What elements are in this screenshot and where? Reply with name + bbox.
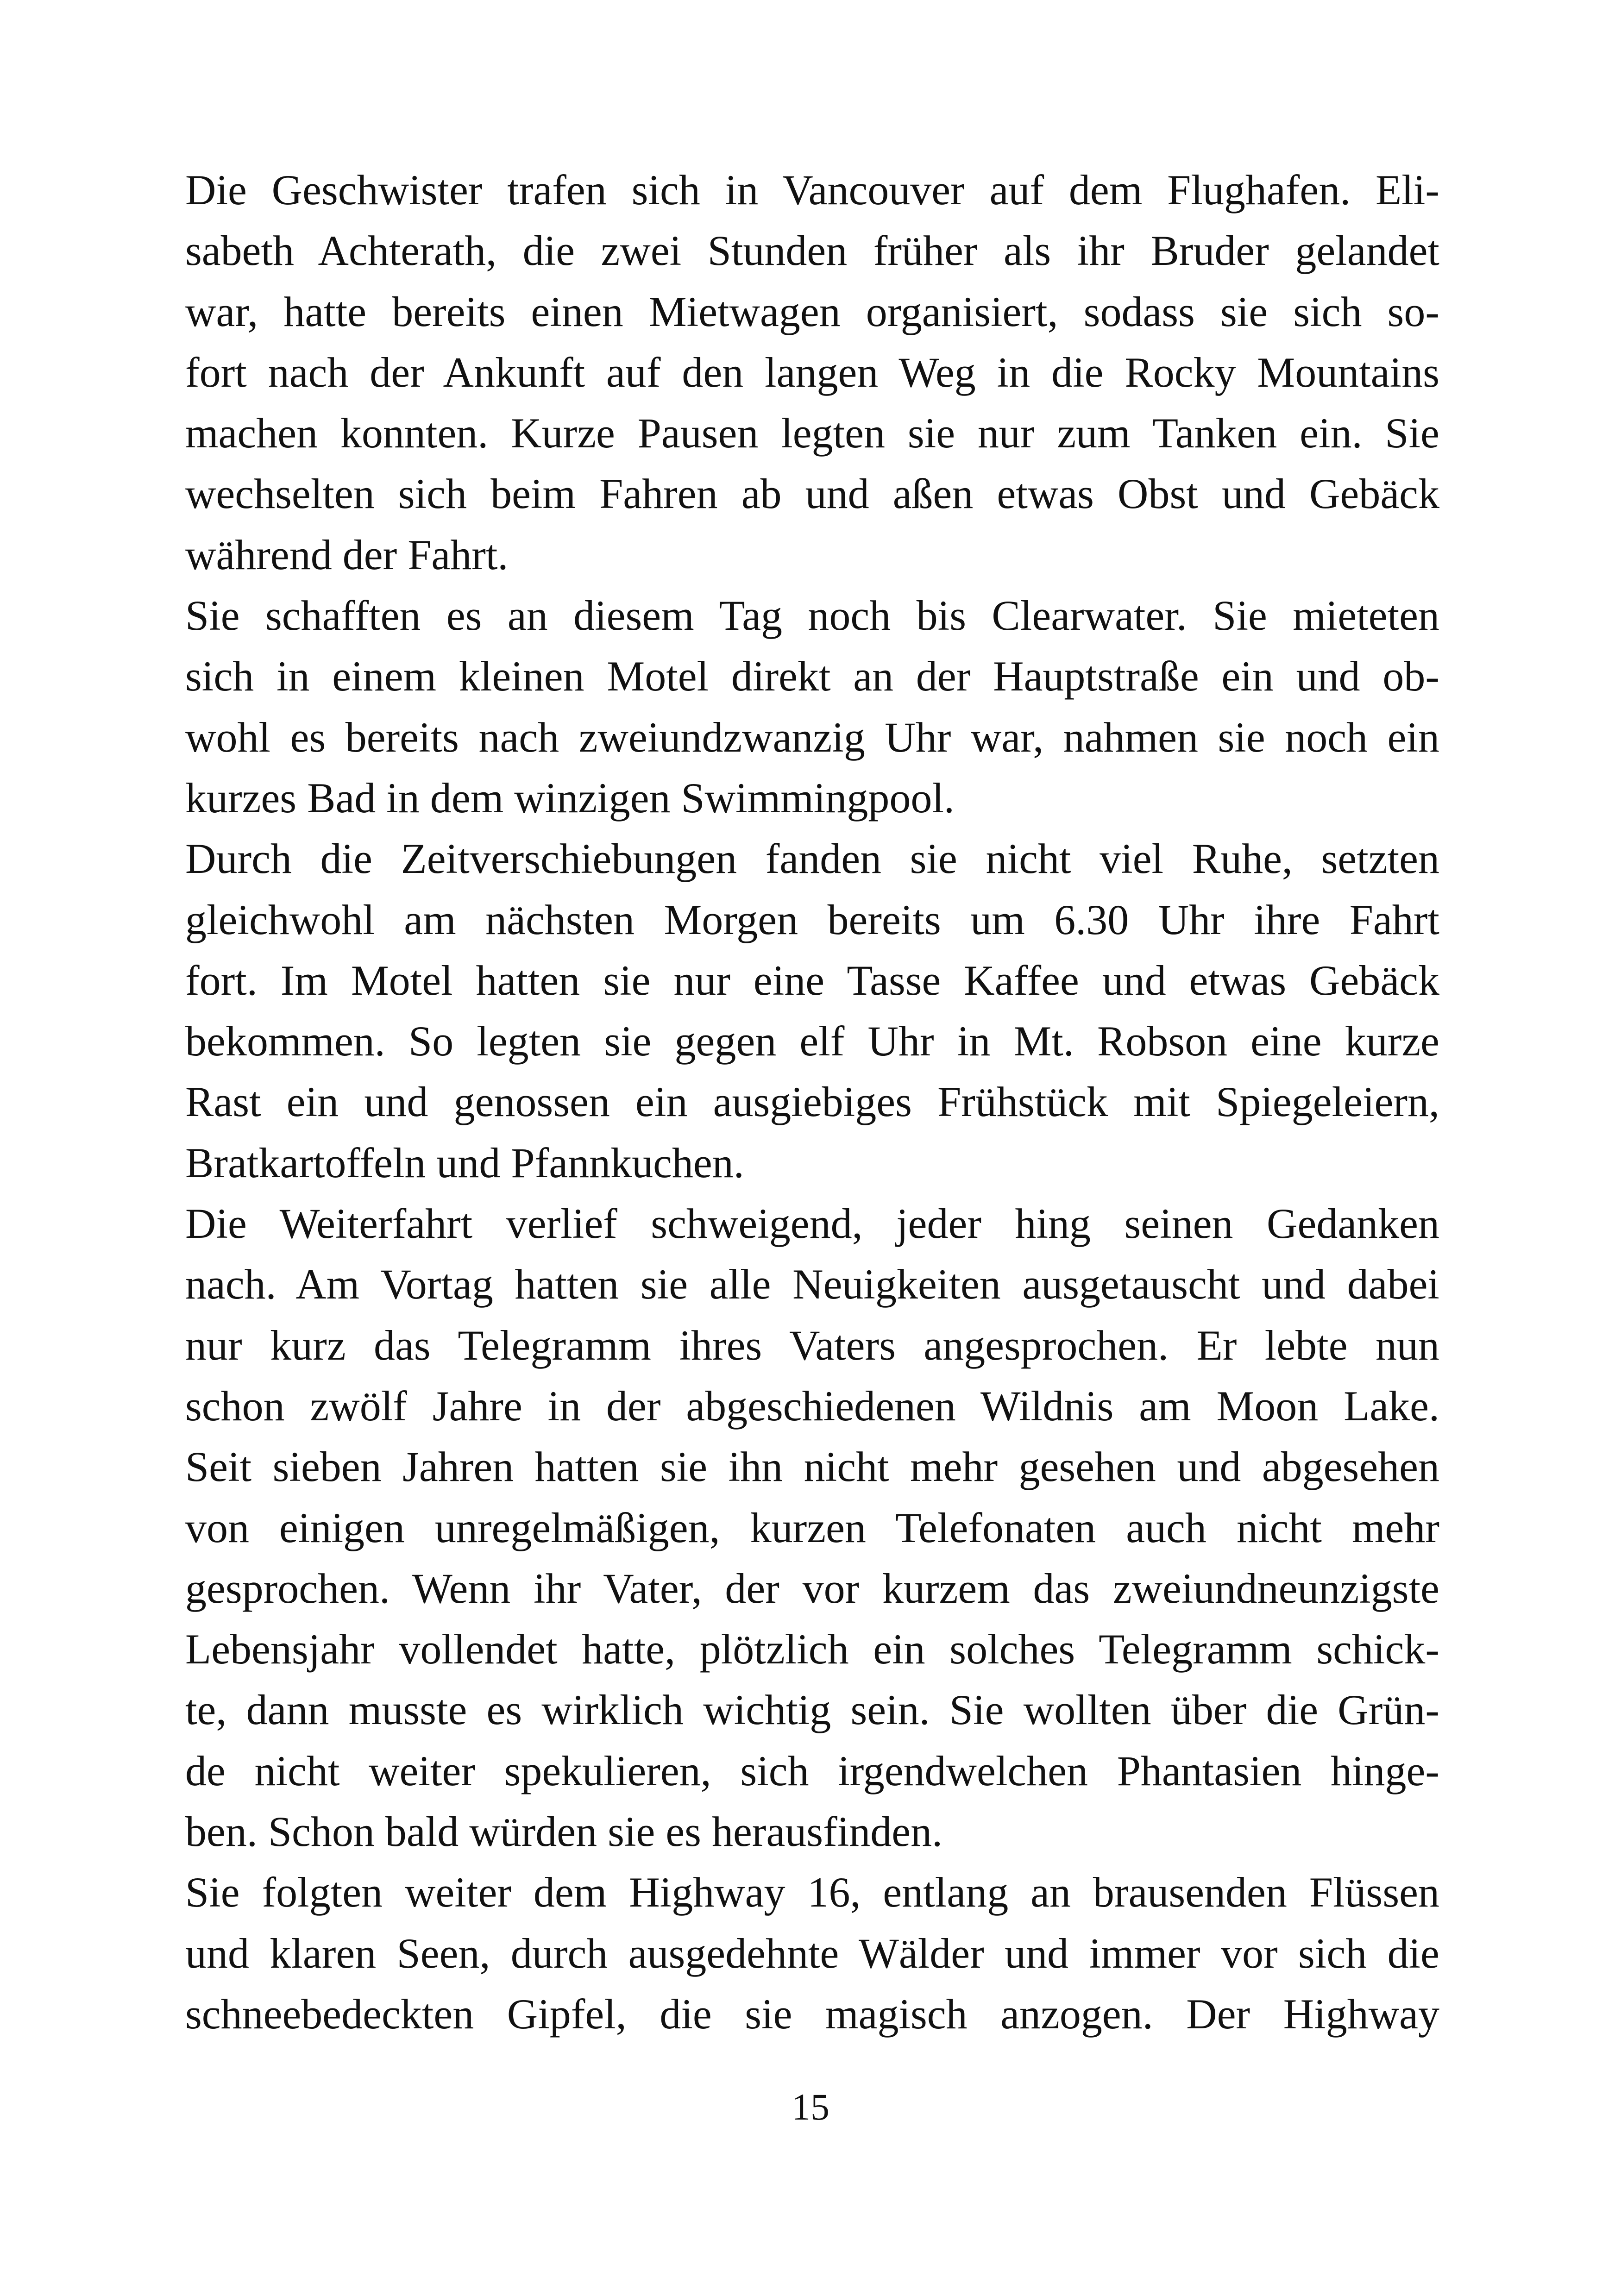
text-line: Lebensjahr vollendet hatte, plötzlich ein solches Telegramm schick- <box>185 1625 1439 1673</box>
text-line: und klaren Seen, durch ausgedehnte Wälder und immer vor sich die <box>185 1929 1439 1977</box>
text-line: Rast ein und genossen ein ausgiebiges Frühstück mit Spiegeleiern, <box>185 1078 1439 1126</box>
text-line: schneebedeckten Gipfel, die sie magisch anzogen. Der Highway <box>185 1990 1439 2038</box>
text-line: fort. Im Motel hatten sie nur eine Tasse Kaffee und etwas Gebäck <box>185 956 1439 1004</box>
text-line: Bratkartoffeln und Pfannkuchen. <box>185 1139 744 1186</box>
text-line: kurzes Bad in dem winzigen Swimmingpool. <box>185 774 955 822</box>
text-line: Durch die Zeitverschiebungen fanden sie nicht viel Ruhe, setzten <box>185 835 1439 883</box>
text-line: machen konnten. Kurze Pausen legten sie nur zum Tanken ein. Sie <box>185 409 1439 457</box>
text-line: schon zwölf Jahre in der abgeschiedenen Wildnis am Moon Lake. <box>185 1382 1439 1430</box>
text-line: de nicht weiter spekulieren, sich irgendwelchen Phantasien hinge- <box>185 1747 1439 1794</box>
text-line: von einigen unregelmäßigen, kurzen Telefonaten auch nicht mehr <box>185 1504 1439 1551</box>
text-line: gesprochen. Wenn ihr Vater, der vor kurzem das zweiundneunzigste <box>185 1564 1439 1612</box>
text-line: ben. Schon bald würden sie es herausfinden. <box>185 1808 943 1856</box>
page-number: 15 <box>792 2086 829 2128</box>
text-line: Die Weiterfahrt verlief schweigend, jeder hing seinen Gedanken <box>185 1200 1439 1248</box>
text-line: Die Geschwister trafen sich in Vancouver auf dem Flughafen. Eli- <box>185 166 1439 213</box>
text-line: nach. Am Vortag hatten sie alle Neuigkeiten ausgetauscht und dabei <box>185 1261 1439 1308</box>
text-line: Seit sieben Jahren hatten sie ihn nicht mehr gesehen und abgesehen <box>185 1443 1439 1491</box>
text-line: gleichwohl am nächsten Morgen bereits um 6.30 Uhr ihre Fahrt <box>185 896 1439 943</box>
text-line: wechselten sich beim Fahren ab und aßen etwas Obst und Gebäck <box>185 470 1439 518</box>
text-line: bekommen. So legten sie gegen elf Uhr in Mt. Robson eine kurze <box>185 1017 1439 1065</box>
text-line: war, hatte bereits einen Mietwagen organisiert, sodass sie sich so- <box>185 288 1439 335</box>
body-text <box>185 160 1439 2045</box>
text-line: Sie folgten weiter dem Highway 16, entlang an brausenden Flüssen <box>185 1869 1439 1916</box>
text-line: nur kurz das Telegramm ihres Vaters angesprochen. Er lebte nun <box>185 1321 1439 1369</box>
text-line: wohl es bereits nach zweiundzwanzig Uhr war, nahmen sie noch ein <box>185 713 1439 761</box>
text-line: während der Fahrt. <box>185 531 509 578</box>
text-line: sich in einem kleinen Motel direkt an der Hauptstraße ein und ob- <box>185 652 1439 700</box>
text-line: fort nach der Ankunft auf den langen Weg in die Rocky Mountains <box>185 348 1439 396</box>
text-line: te, dann musste es wirklich wichtig sein. Sie wollten über die Grün- <box>185 1686 1439 1734</box>
text-line: sabeth Achterath, die zwei Stunden früher als ihr Bruder gelandet <box>185 227 1439 275</box>
text-line: Sie schafften es an diesem Tag noch bis Clearwater. Sie mieteten <box>185 592 1439 640</box>
